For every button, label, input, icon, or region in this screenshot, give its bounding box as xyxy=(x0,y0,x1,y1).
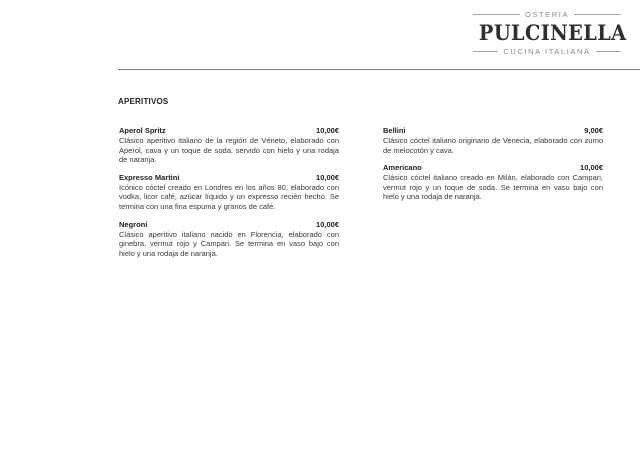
menu-item xyxy=(119,173,339,212)
menu-item-header xyxy=(383,163,603,173)
logo-bottom-line xyxy=(473,47,621,56)
logo-divider xyxy=(473,14,520,15)
menu-item-description: Clásico aperitivo italiano nacido en Florencia, elaborado con ginebra, vermut rojo y Campari. Se termina en vaso bajo con hielo y una rodaja de naranja. xyxy=(119,229,339,258)
logo-top-line xyxy=(473,10,621,19)
menu-item-header xyxy=(119,126,339,136)
logo-divider xyxy=(473,51,498,52)
menu-column-right xyxy=(383,126,603,210)
menu-item xyxy=(383,126,603,155)
menu-item-description: Icónico cóctel creado en Londres en los años 80, elaborado con vodka, licor café, azúcar líquido y un expresso recién hecho. Se termina con una fina espuma y granos de café. xyxy=(119,182,339,211)
menu-item-price: 10,00€ xyxy=(580,163,603,173)
header-rule xyxy=(118,69,640,70)
menu-item-price: 9,00€ xyxy=(584,126,603,135)
menu-item-header xyxy=(383,126,603,136)
menu-item-name: Aperol Spritz xyxy=(119,126,166,135)
logo-subtitle-bottom: CUCINA ITALIANA xyxy=(503,47,591,56)
logo-name: PULCINELLA xyxy=(478,20,627,45)
menu-item-description: Clásico cóctel italiano creado en Milán, elaborado con Campari, vermut rojo y un toque de soda. Se termina en vaso bajo con hielo y una rodaja de naranja. xyxy=(383,173,603,202)
menu-item-description: Clásico cóctel italiano originario de Venecia, elaborado con zumo de melocotón y cava. xyxy=(383,136,603,155)
menu-item-price: 10,00€ xyxy=(316,126,339,135)
menu-item xyxy=(119,126,339,165)
menu-item-header xyxy=(119,220,339,230)
restaurant-logo xyxy=(473,10,627,56)
menu-item xyxy=(383,163,603,202)
menu-item xyxy=(119,220,339,259)
section-title: APERITIVOS xyxy=(118,97,169,106)
logo-subtitle-top: OSTERIA xyxy=(524,10,570,19)
menu-item-name: Expresso Martini xyxy=(119,172,180,182)
menu-item-description: Clásico aperitivo italiano de la región de Véneto, elaborado con Aperol, cava y un toque de soda, servido con hielo y una rodaja de naranja. xyxy=(119,136,339,165)
menu-item-header xyxy=(119,173,339,183)
menu-column-left xyxy=(119,126,339,266)
logo-divider xyxy=(574,14,621,15)
menu-item-name: Americano xyxy=(383,163,422,173)
menu-item-name: Negroni xyxy=(119,219,148,229)
menu-item-price: 10,00€ xyxy=(316,172,339,182)
menu-item-price: 10,00€ xyxy=(316,219,339,229)
logo-divider xyxy=(596,51,621,52)
menu-item-name: Bellini xyxy=(383,126,406,135)
